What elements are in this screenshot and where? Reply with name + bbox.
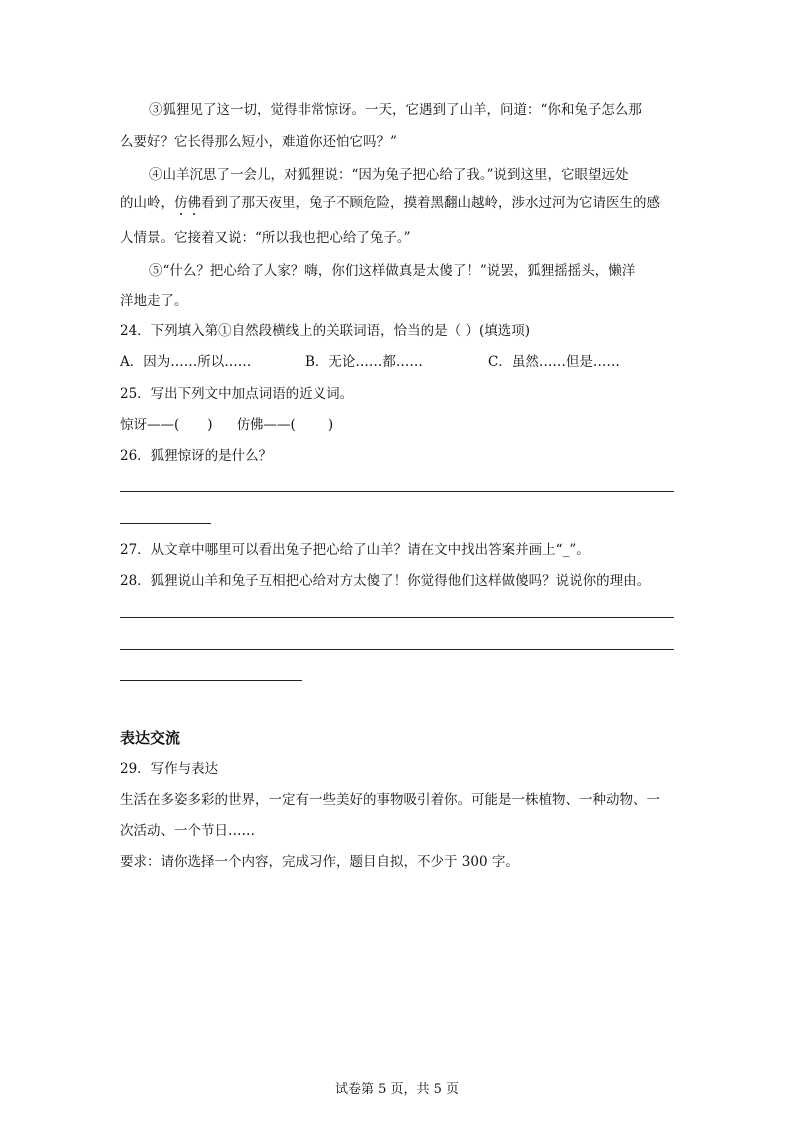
question-25: 25．写出下列文中加点词语的近义词。 [120,386,354,402]
writing-prompt-line-1: 生活在多姿多彩的世界，一定有一些美好的事物吸引着你。可能是一株植物、一种动物、一 [120,792,660,808]
dotted-word-char: 仿 [174,195,188,211]
story-paragraph-4-line-2 [120,194,675,212]
dotted-word-char: 佛 [187,195,201,211]
answer-line[interactable] [120,491,674,492]
synonym-close-1: ) [207,417,213,433]
story-paragraph-5-line-2: 洋地走了。 [120,293,188,309]
question-27: 27．从文章中哪里可以看出兔子把心给了山羊？请在文中找出答案并画上“_”。 [120,542,590,558]
page-footer: 试卷第 5 页，共 5 页 [334,1082,460,1097]
story-text: 的山岭， [120,195,174,211]
answer-line[interactable] [120,523,211,524]
option-a: A．因为……所以…… [120,354,252,370]
synonym-prompt-2: 仿佛——( [236,417,296,433]
synonym-close-2: ) [327,417,334,433]
question-29: 29．写作与表达 [120,761,219,777]
writing-requirement: 要求：请你选择一个内容，完成习作，题目自拟，不少于 300 字。 [120,854,519,870]
story-text: 看到了那天夜里，兔子不顾危险，摸着黑翻山越岭，涉水过河为它请医生的感 [201,195,660,211]
question-24-options [120,353,675,371]
synonym-prompt-1: 惊讶——( [120,417,180,433]
option-b: B．无论……都…… [305,354,423,370]
section-title: 表达交流 [120,729,181,747]
story-paragraph-4-line-3: 人情景。它接着又说：“所以我也把心给了兔子。” [120,230,411,246]
writing-prompt-line-2: 次活动、一个节日…… [120,823,255,839]
answer-line[interactable] [120,649,674,650]
answer-line[interactable] [120,680,302,681]
question-26: 26．狐狸惊讶的是什么？ [120,448,273,464]
answer-line[interactable] [120,617,674,618]
story-paragraph-4-line-1: ④山羊沉思了一会儿，对狐狸说：“因为兔子把心给了我。”说到这里，它眼望远处 [149,167,629,183]
question-25-answers [120,416,675,434]
option-c: C．虽然……但是…… [488,354,620,370]
story-paragraph-5-line-1: ⑤“什么？把心给了人家？嗨，你们这样做真是太傻了！”说罢，狐狸摇摇头，懒洋 [149,263,636,279]
question-24: 24．下列填入第①自然段横线上的关联词语，恰当的是（ ）(填选项) [120,323,531,339]
story-paragraph-3-line-1: ③狐狸见了这一切，觉得非常惊讶。一天，它遇到了山羊，问道：“你和兔子怎么那 [149,102,642,118]
question-28: 28．狐狸说山羊和兔子互相把心给对方太傻了！你觉得他们这样做傻吗？说说你的理由。 [120,573,651,589]
story-paragraph-3-line-2: 么要好？它长得那么短小，难道你还怕它吗？” [120,134,397,150]
